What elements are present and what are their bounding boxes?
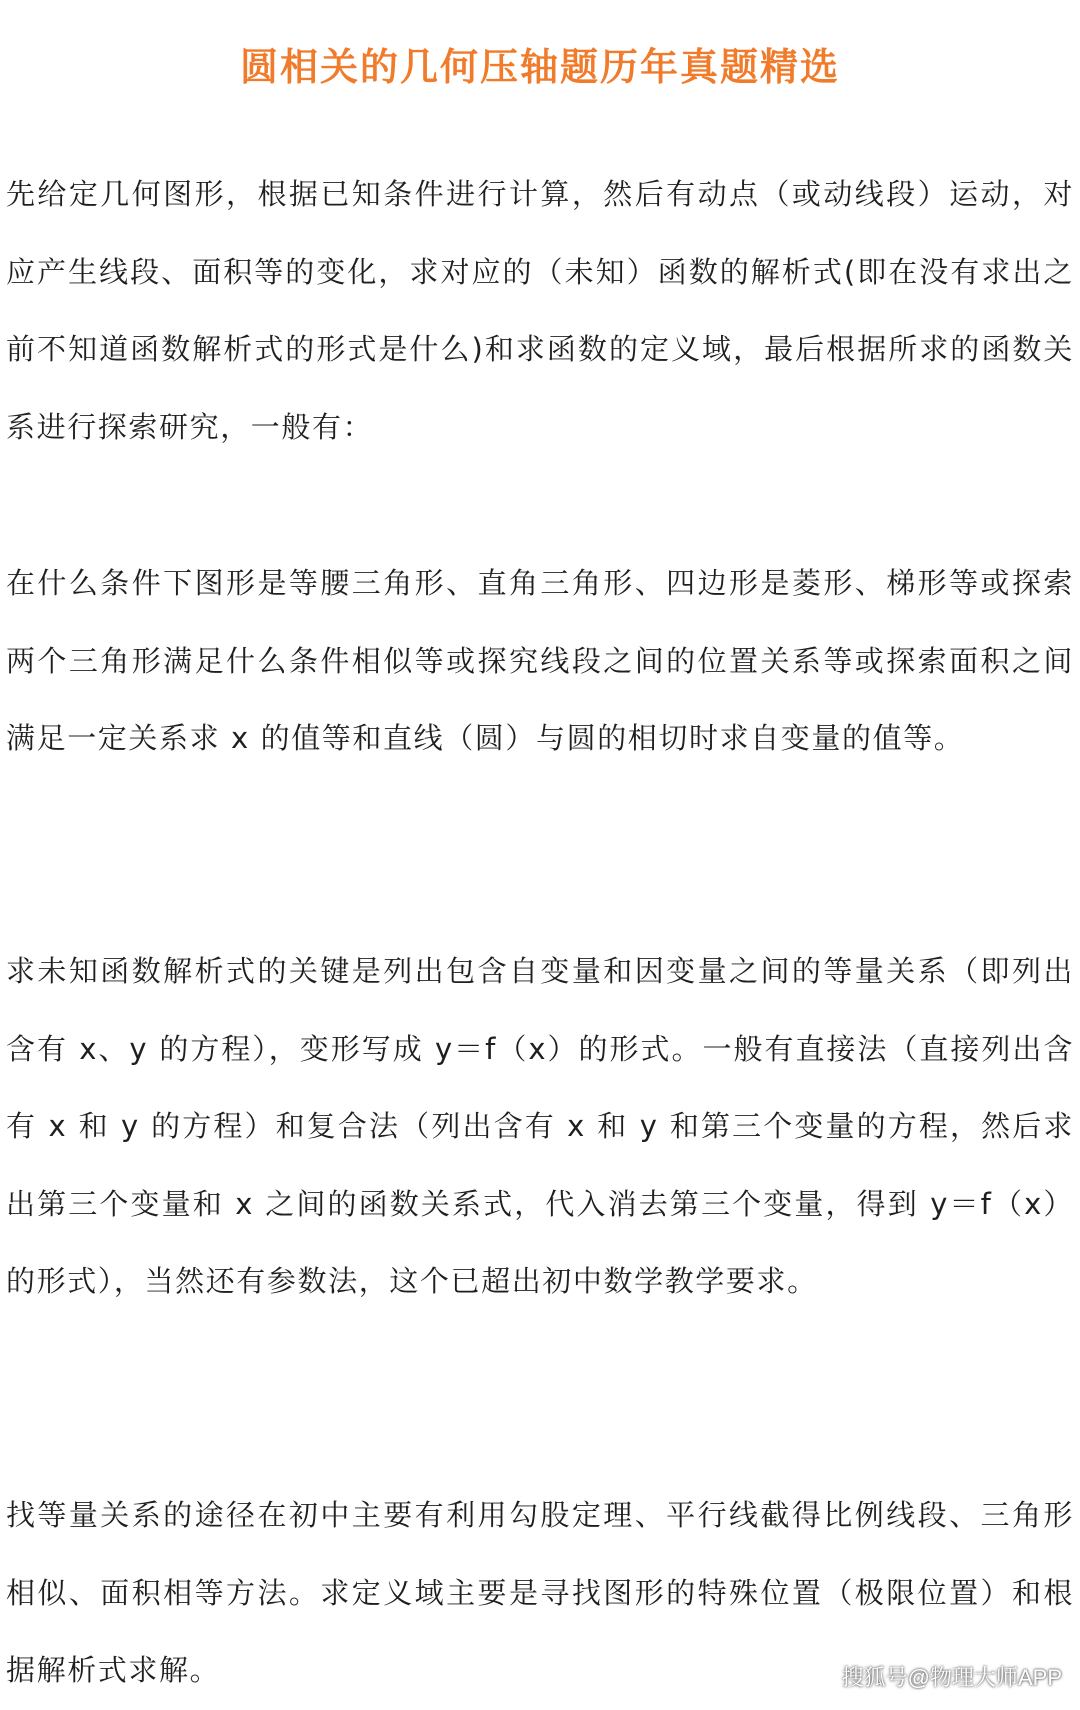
watermark: 搜狐号@物理大师APP <box>841 1665 1062 1690</box>
paragraph-equality-methods: 找等量关系的途径在初中主要有利用勾股定理、平行线截得比例线段、三角形相似、面积相等方法。求定义域主要是寻找图形的特殊位置（极限位置）和根据解析式求解。 <box>6 1498 1074 1687</box>
page-title: 圆相关的几何压轴题历年真题精选 <box>239 45 840 90</box>
paragraph-conditions: 在什么条件下图形是等腰三角形、直角三角形、四边形是菱形、梯形等或探索两个三角形满足什么条件相似等或探究线段之间的位置关系等或探索面积之间满足一定关系求 x 的值等和直线（圆）与圆的相切时求自变量的值等。 <box>6 566 1074 755</box>
paragraph-function-analysis: 求未知函数解析式的关键是列出包含自变量和因变量之间的等量关系（即列出含有 x、y 的方程），变形写成 y＝f（x）的形式。一般有直接法（直接列出含有 x 和 y 的方程）和复合法（列出含有 x 和 y 和第三个变量的方程，然后求出第三个变量和 x 之间的函数关系式，代入消去第三个变量，得到 y＝f（x）的形式），当然还有参数法，这个已超出初中数学教学要求。 <box>6 954 1074 1298</box>
paragraph-intro: 先给定几何图形，根据已知条件进行计算，然后有动点（或动线段）运动，对应产生线段、面积等的变化，求对应的（未知）函数的解析式(即在没有求出之前不知道函数解析式的形式是什么)和求函数的定义域，最后根据所求的函数关系进行探索研究，一般有： <box>6 177 1074 444</box>
